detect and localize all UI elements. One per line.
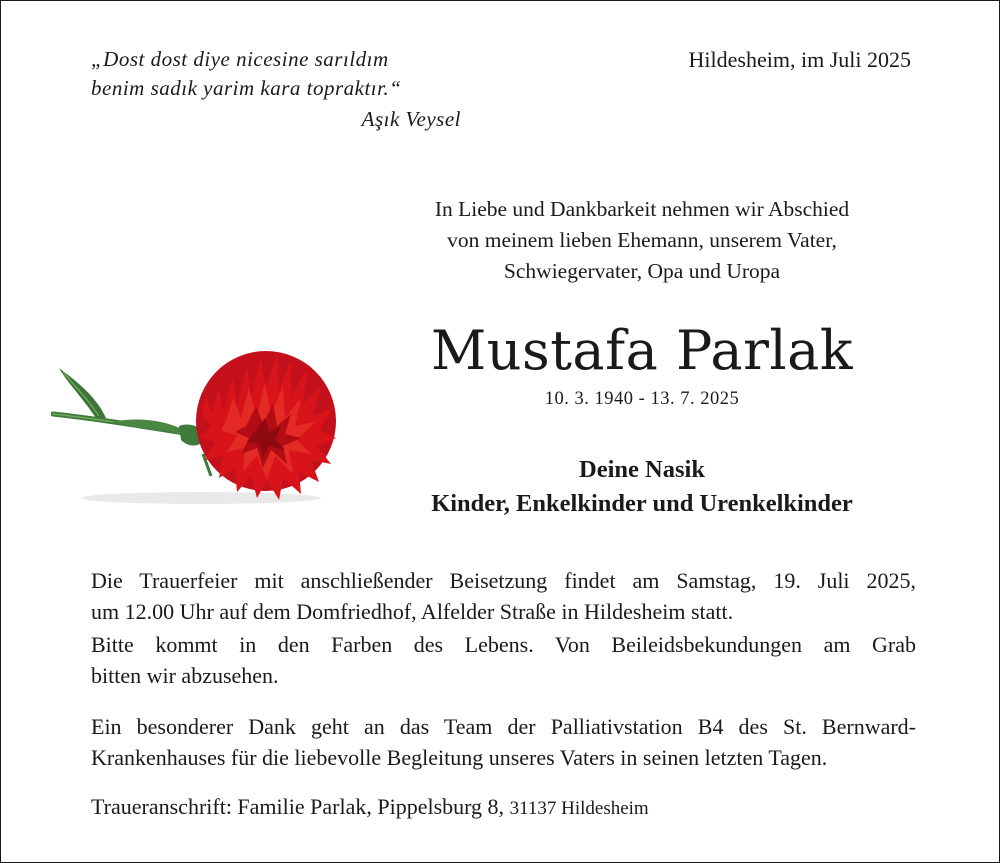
request-line-2: bitten wir abzusehen. (91, 663, 279, 688)
address-prefix: Traueranschrift: Familie Parlak, Pippelsburg 8, (91, 794, 505, 819)
mourner-spouse: Deine Nasik (579, 456, 705, 483)
quote-block (91, 45, 471, 134)
funeral-info (91, 565, 916, 627)
thanks-text (91, 711, 916, 773)
intro-line-1: In Liebe und Dankbarkeit nehmen wir Abschied (434, 197, 850, 221)
intro-line-3: Schwiegervater, Opa und Uropa (503, 259, 781, 283)
red-carnation-icon (51, 326, 341, 511)
quote-author: Aşık Veysel (361, 107, 461, 131)
quote-line-1: „Dost dost diye nicesine sarıldım (91, 47, 389, 71)
funeral-line-1: Die Trauerfeier mit anschließender Beisetzung findet am Samstag, 19. Juli 2025, (91, 568, 916, 593)
thanks-line-2: Krankenhauses für die liebevolle Begleitung unseres Vaters in seinen letzten Tagen. (91, 745, 828, 770)
mourning-address (91, 791, 916, 824)
intro-line-2: von meinem lieben Ehemann, unserem Vater, (447, 228, 837, 252)
intro-text (331, 194, 953, 287)
condolence-request (91, 629, 916, 691)
mourner-family: Kinder, Enkelkinder und Urenkelkinder (431, 490, 853, 517)
place-date: Hildesheim, im Juli 2025 (688, 47, 911, 72)
life-dates: 10. 3. 1940 - 13. 7. 2025 (544, 389, 740, 409)
request-line-1: Bitte kommt in den Farben des Lebens. Von Beileidsbekundungen am Grab (91, 632, 916, 657)
thanks-line-1: Ein besonderer Dank geht an das Team der Palliativstation B4 des St. Bernward- (91, 714, 916, 739)
mourners-block (331, 453, 953, 521)
quote-line-2: benim sadık yarim kara topraktır.“ (91, 76, 402, 100)
deceased-name: Mustafa Parlak (430, 319, 854, 382)
address-postal: 31137 Hildesheim (509, 798, 649, 819)
funeral-line-2: um 12.00 Uhr auf dem Domfriedhof, Alfelder Straße in Hildesheim statt. (91, 599, 734, 624)
